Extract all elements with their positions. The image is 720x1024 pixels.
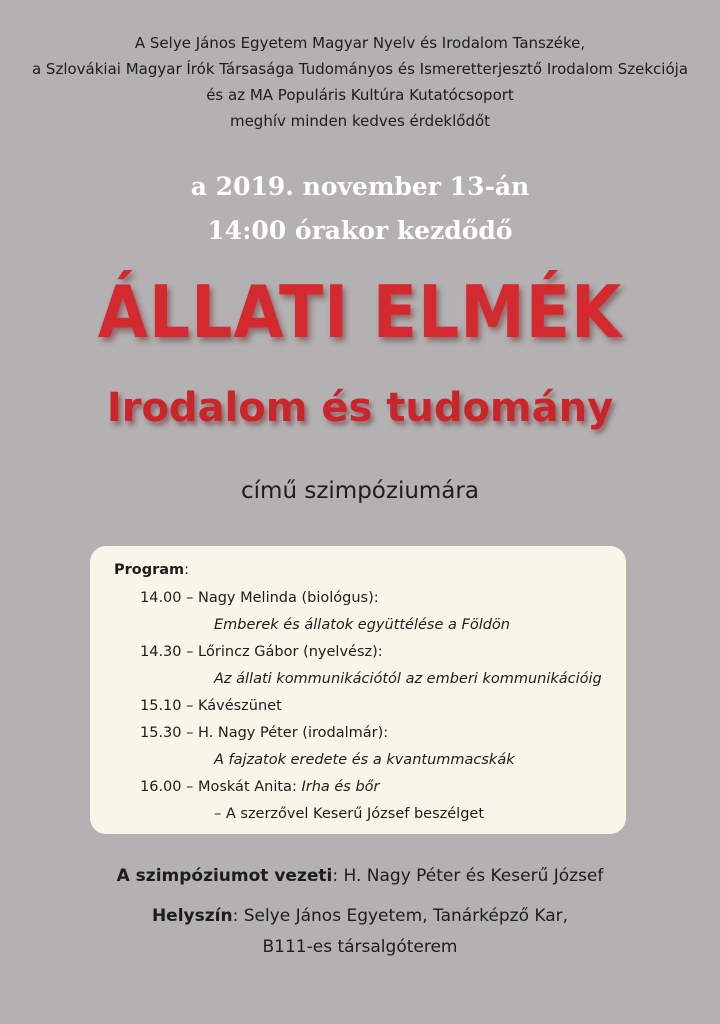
- intro-line: A Selye János Egyetem Magyar Nyelv és Irodalom Tanszéke,: [134, 34, 586, 52]
- moderator-line: [0, 866, 720, 886]
- program-heading-label: Program: [114, 562, 185, 578]
- intro-line: meghív minden kedves érdeklődőt: [229, 112, 491, 130]
- venue-line: [0, 906, 720, 926]
- program-item: [140, 779, 380, 795]
- program-book-title: Irha és bőr: [301, 779, 380, 795]
- intro-line: a Szlovákiai Magyar Írók Társasága Tudományos és Ismeretterjesztő Irodalom Szekciója: [31, 60, 689, 78]
- program-talk-title: Emberek és állatok együttélése a Földön: [214, 617, 510, 633]
- program-item: 15.30 – H. Nagy Péter (irodalmár):: [140, 725, 389, 741]
- moderator-value: : H. Nagy Péter és Keserű József: [332, 866, 604, 886]
- event-title: ÁLLATI ELMÉK: [97, 270, 623, 354]
- program-item: 14.30 – Lőrincz Gábor (nyelvész):: [140, 644, 383, 660]
- venue-label: Helyszín: [151, 906, 233, 926]
- moderator-label: A szimpóziumot vezeti: [116, 866, 333, 886]
- intro-block: [0, 30, 720, 134]
- program-item: – A szerzővel Keserű József beszélget: [214, 806, 484, 822]
- program-item-text: 16.00 – Moskát Anita:: [140, 779, 302, 795]
- program-item: 15.10 – Kávészünet: [140, 698, 282, 714]
- event-subtitle: Irodalom és tudomány: [106, 385, 614, 431]
- venue-value: : Selye János Egyetem, Tanárképző Kar,: [232, 906, 569, 926]
- program-item: 14.00 – Nagy Melinda (biológus):: [140, 590, 379, 606]
- program-talk-title: A fajzatok eredete és a kvantummacskák: [214, 752, 515, 768]
- program-box: [90, 546, 626, 834]
- intro-line: és az MA Populáris Kultúra Kutatócsoport: [206, 86, 514, 104]
- program-talk-title: Az állati kommunikációtól az emberi kommunikációig: [214, 671, 602, 687]
- program-heading: [114, 562, 189, 578]
- program-heading-colon: :: [184, 562, 190, 578]
- date-block: [0, 165, 720, 253]
- time-line: 14:00 órakor kezdődő: [207, 216, 513, 245]
- event-caption: című szimpóziumára: [241, 478, 479, 504]
- venue-room: B111-es társalgóterem: [262, 937, 458, 957]
- date-line: a 2019. november 13-án: [190, 172, 530, 201]
